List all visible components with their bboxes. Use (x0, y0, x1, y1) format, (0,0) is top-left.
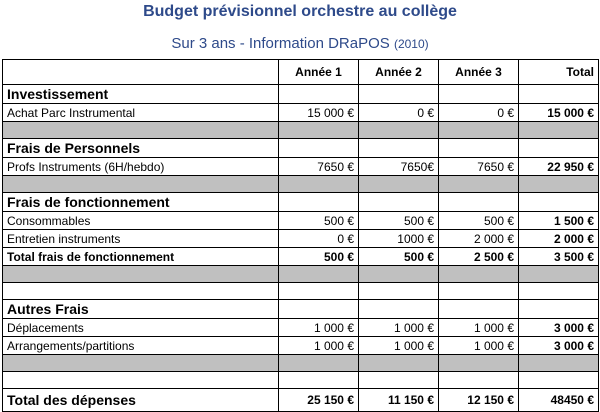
page-title: Budget prévisionnel orchestre au collège (143, 3, 457, 20)
empty-cell (359, 193, 439, 212)
separator-row (3, 176, 599, 193)
empty-cell (279, 300, 359, 319)
empty-cell (279, 193, 359, 212)
empty-cell (439, 300, 519, 319)
empty-cell (519, 193, 599, 212)
value-year-1: 7650 € (279, 158, 359, 176)
value-year-1: 500 € (279, 212, 359, 230)
row-label: Profs Instruments (6H/hebdo) (3, 158, 279, 176)
section-title: Autres Frais (3, 300, 279, 319)
table-row (3, 319, 599, 337)
value-year-1: 1 000 € (279, 337, 359, 355)
value-year-3: 2 000 € (439, 230, 519, 248)
value-year-3: 500 € (439, 212, 519, 230)
header-year-3: Année 3 (439, 60, 519, 85)
separator-row (3, 122, 599, 139)
value-total: 3 000 € (519, 319, 599, 337)
section-header-fonctionnement (3, 193, 599, 212)
subtitle-year: (2010) (393, 37, 429, 51)
table-row (3, 104, 599, 122)
value-year-3: 1 000 € (439, 319, 519, 337)
total-label: Total des dépenses (3, 389, 279, 412)
value-year-2: 1000 € (359, 230, 439, 248)
section-title: Frais de fonctionnement (3, 193, 279, 212)
empty-cell (359, 139, 439, 158)
total-year-1: 25 150 € (279, 389, 359, 412)
empty-cell (439, 139, 519, 158)
blank-row (3, 283, 599, 300)
value-year-3: 7650 € (439, 158, 519, 176)
value-total: 3 000 € (519, 337, 599, 355)
value-year-2: 500 € (359, 212, 439, 230)
empty-cell (519, 139, 599, 158)
value-total: 3 500 € (519, 248, 599, 266)
value-year-2: 0 € (359, 104, 439, 122)
header-label-cell (3, 60, 279, 85)
empty-cell (439, 193, 519, 212)
value-total: 1 500 € (519, 212, 599, 230)
empty-cell (519, 300, 599, 319)
value-year-2: 1 000 € (359, 337, 439, 355)
subtitle-text: Sur 3 ans - Information DRaPOS (171, 35, 390, 52)
row-label: Total frais de fonctionnement (3, 248, 279, 266)
value-year-3: 1 000 € (439, 337, 519, 355)
header-year-2: Année 2 (359, 60, 439, 85)
section-header-investissement (3, 85, 599, 104)
total-year-2: 11 150 € (359, 389, 439, 412)
section-header-personnels (3, 139, 599, 158)
empty-cell (519, 85, 599, 104)
total-year-3: 12 150 € (439, 389, 519, 412)
value-year-1: 500 € (279, 248, 359, 266)
value-year-2: 1 000 € (359, 319, 439, 337)
separator-row (3, 266, 599, 283)
table-row (3, 212, 599, 230)
empty-cell (439, 85, 519, 104)
header-year-1: Année 1 (279, 60, 359, 85)
budget-table (2, 59, 599, 412)
value-year-1: 15 000 € (279, 104, 359, 122)
header-row (3, 60, 599, 85)
value-total: 15 000 € (519, 104, 599, 122)
table-row (3, 158, 599, 176)
row-label: Arrangements/partitions (3, 337, 279, 355)
table-row (3, 248, 599, 266)
empty-cell (359, 85, 439, 104)
row-label: Déplacements (3, 319, 279, 337)
empty-cell (359, 300, 439, 319)
table-row (3, 230, 599, 248)
table-row (3, 337, 599, 355)
total-row (3, 389, 599, 412)
header-total: Total (519, 60, 599, 85)
row-label: Achat Parc Instrumental (3, 104, 279, 122)
row-label: Consommables (3, 212, 279, 230)
empty-cell (279, 139, 359, 158)
section-header-autres (3, 300, 599, 319)
section-title: Investissement (3, 85, 279, 104)
separator-row (3, 355, 599, 372)
value-year-3: 2 500 € (439, 248, 519, 266)
value-total: 2 000 € (519, 230, 599, 248)
value-year-1: 0 € (279, 230, 359, 248)
empty-cell (279, 85, 359, 104)
value-year-2: 7650€ (359, 158, 439, 176)
page-subtitle (0, 35, 600, 52)
blank-row (3, 372, 599, 389)
value-year-3: 0 € (439, 104, 519, 122)
row-label: Entretien instruments (3, 230, 279, 248)
value-year-2: 500 € (359, 248, 439, 266)
value-year-1: 1 000 € (279, 319, 359, 337)
value-total: 22 950 € (519, 158, 599, 176)
section-title: Frais de Personnels (3, 139, 279, 158)
total-grand: 48450 € (519, 389, 599, 412)
